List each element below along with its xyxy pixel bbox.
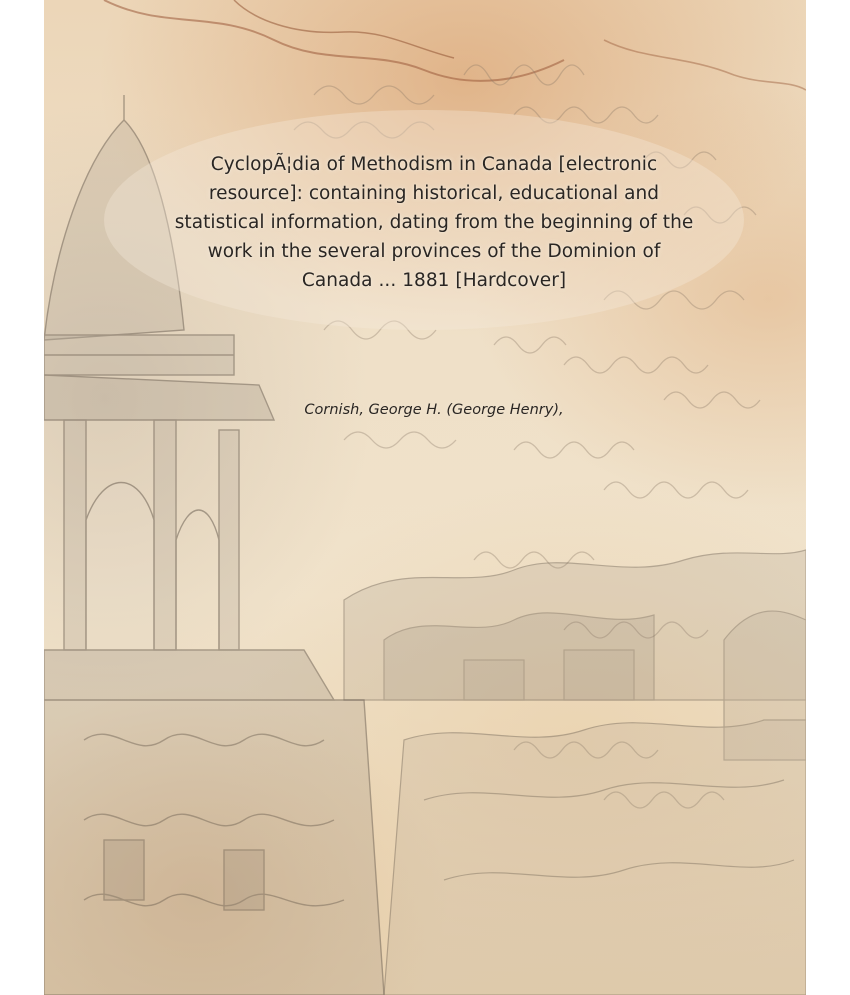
book-author: Cornish, George H. (George Henry), [304, 402, 564, 418]
book-cover [44, 0, 806, 995]
book-title: CyclopÃ¦dia of Methodism in Canada [electronic resource]: containing historical, educational and statistical information, dating from the beginning of the work in the several provinces of the Dominion of Canada ... 1881 [Hardcover] [174, 154, 694, 291]
